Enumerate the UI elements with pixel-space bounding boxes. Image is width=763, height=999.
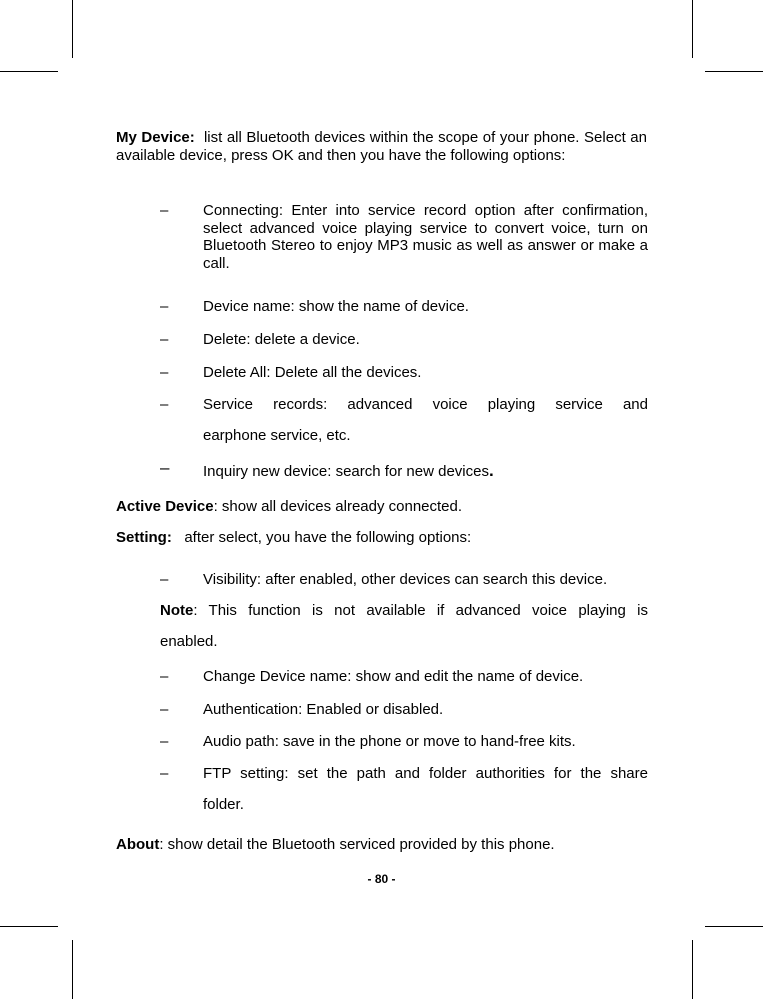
crop-mark-top-left-horizontal: [0, 71, 58, 72]
about-line: [116, 836, 555, 854]
crop-mark-bottom-left-vertical: [72, 940, 73, 999]
list-item-text: folder.: [203, 796, 244, 813]
list-item-text: Connecting: Enter into service record option after confirmation, select advanced voice playing service to convert voice, turn on Bluetooth Stereo to enjoy MP3 music as well as answer or make a call.: [203, 202, 648, 272]
crop-mark-top-left-vertical: [72, 0, 73, 58]
list-item-text: Delete All: Delete all the devices.: [203, 364, 422, 381]
list-item-text: Service records: advanced voice playing service and: [203, 396, 648, 413]
crop-mark-top-right-vertical: [692, 0, 693, 58]
my-device-label: My Device:: [116, 129, 195, 146]
list-item-text: Authentication: Enabled or disabled.: [203, 701, 444, 718]
dash-bullet: –: [160, 733, 169, 750]
dash-bullet: –: [160, 571, 169, 588]
crop-mark-top-right-horizontal: [705, 71, 763, 72]
list-item-text: Audio path: save in the phone or move to hand-free kits.: [203, 733, 576, 750]
active-device-text: : show all devices already connected.: [213, 498, 463, 515]
list-item-connecting: [160, 202, 648, 274]
about-text: : show detail the Bluetooth serviced provided by this phone.: [159, 836, 555, 853]
list-item-text: Change Device name: show and edit the name of device.: [203, 668, 584, 685]
dash-bullet: –: [160, 668, 169, 685]
crop-mark-bottom-right-vertical: [692, 940, 693, 999]
note-text: : This function is not available if advanced voice playing is: [193, 602, 648, 619]
list-item-text: FTP setting: set the path and folder authorities for the share: [203, 765, 648, 782]
dash-bullet: –: [160, 458, 170, 477]
note-label: Note: [160, 602, 194, 619]
setting-line: [116, 529, 471, 547]
dash-bullet: –: [160, 765, 169, 782]
setting-label: Setting:: [116, 529, 172, 546]
list-item-text: Visibility: after enabled, other devices can search this device.: [203, 571, 608, 588]
my-device-paragraph: [116, 129, 647, 164]
my-device-text: list all Bluetooth devices within the scope of your phone. Select an available device, press OK and then you have the following options:: [116, 129, 647, 164]
dash-bullet: –: [160, 331, 169, 348]
crop-mark-bottom-left-horizontal: [0, 926, 58, 927]
list-item-text: [203, 462, 648, 481]
crop-mark-bottom-right-horizontal: [705, 926, 763, 927]
list-item-text: Device name: show the name of device.: [203, 298, 469, 315]
list-item-text: Delete: delete a device.: [203, 331, 360, 348]
dash-bullet: –: [160, 701, 169, 718]
active-device-line: [116, 498, 462, 516]
dash-bullet: –: [160, 202, 169, 219]
inquiry-text: Inquiry new device: search for new devices: [203, 463, 489, 480]
note-line: [160, 602, 648, 620]
setting-text: after select, you have the following options:: [184, 529, 472, 546]
dash-bullet: –: [160, 364, 169, 381]
page-number: - 80 -: [367, 872, 396, 886]
inquiry-period: .: [488, 461, 494, 480]
active-device-label: Active Device: [116, 498, 214, 515]
note-continuation: enabled.: [160, 633, 218, 650]
list-item-text: earphone service, etc.: [203, 427, 351, 444]
dash-bullet: –: [160, 298, 169, 315]
about-label: About: [116, 836, 160, 853]
dash-bullet: –: [160, 396, 169, 413]
